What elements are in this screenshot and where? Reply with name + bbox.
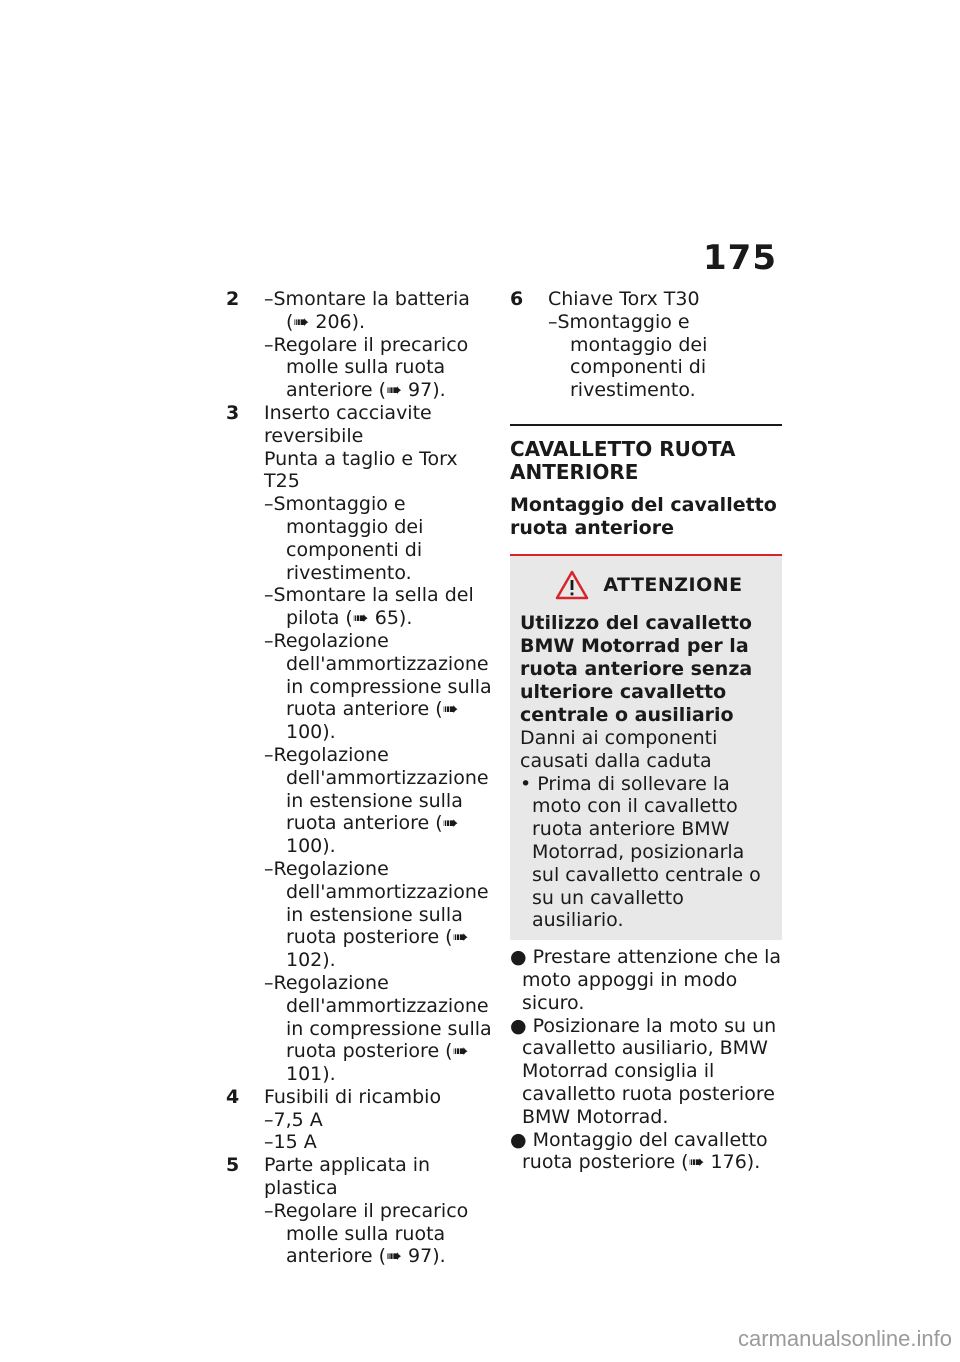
dash-line: –Smontare la batteria (➠ 206). [264, 288, 470, 333]
line-text: Regolazione dell'ammortizzazione in compressione sulla ruota anteriore (➠ 100). [273, 629, 492, 744]
plain-line: Punta a taglio e Torx T25 [264, 447, 458, 493]
warning-title: ATTENZIONE [603, 573, 743, 596]
line-text: Smontaggio e montaggio dei componenti di rivestimento. [557, 310, 708, 402]
step-item: ● Posizionare la moto su un cavalletto ausiliario, BMW Motorrad consiglia il cavalletto ruota posteriore BMW Motorrad. [510, 1014, 777, 1128]
warning-header [520, 570, 772, 600]
dash-line: –Smontaggio e montaggio dei componenti di rivestimento. [548, 310, 708, 402]
warning-consequence: Danni ai componenti causati dalla caduta [520, 726, 718, 772]
line-text: Smontare la sella del pilota (➠ 65). [273, 584, 474, 630]
list-item-6 [510, 288, 782, 402]
steps-list [510, 946, 782, 1174]
list-item-5 [226, 1154, 494, 1268]
warning-triangle-icon [555, 570, 589, 600]
left-column [226, 288, 494, 1268]
dash-line: –15 A [264, 1131, 317, 1154]
instruction-text: Prima di sollevare la moto con il cavalletto ruota anteriore BMW Motorrad, posizionarla sul cavalletto centrale o su un cavalletto ausiliario. [532, 772, 761, 932]
section-divider [510, 424, 782, 426]
right-column [510, 288, 782, 1174]
warning-cause: Utilizzo del cavalletto BMW Motorrad per la ruota anteriore senza ulteriore cavalletto centrale o ausiliario [520, 611, 753, 726]
step-text: Posizionare la moto su un cavalletto ausiliario, BMW Motorrad consiglia il cavalletto ruota posteriore BMW Motorrad. [522, 1014, 777, 1128]
line-text: Smontare la batteria (➠ 206). [273, 288, 470, 333]
item-number: 6 [510, 288, 524, 310]
plain-line: Parte applicata in plastica [264, 1154, 431, 1200]
item-number: 2 [226, 288, 240, 310]
dash-line: –Smontaggio e montaggio dei componenti di rivestimento. [264, 493, 424, 584]
line-text: Regolazione dell'ammortizzazione in estensione sulla ruota anteriore (➠ 100). [273, 743, 489, 858]
item-number: 4 [226, 1085, 240, 1108]
item-number: 3 [226, 401, 240, 424]
section-title: CAVALLETTO RUOTA ANTERIORE [510, 436, 736, 484]
list-item-4 [226, 1086, 494, 1154]
page-number: 175 [703, 238, 777, 278]
step-text: Prestare attenzione che la moto appoggi in modo sicuro. [522, 946, 782, 1014]
line-text: Regolazione dell'ammortizzazione in estensione sulla ruota posteriore (➠ 102). [273, 857, 489, 972]
plain-line: Inserto cacciavite reversibile [264, 401, 432, 447]
line-text: Regolare il precarico molle sulla ruota anteriore (➠ 97). [273, 333, 469, 402]
step-item: ● Prestare attenzione che la moto appoggi in modo sicuro. [510, 946, 782, 1014]
plain-line: Fusibili di ricambio [264, 1085, 442, 1108]
dash-line: –Regolazione dell'ammortizzazione in estensione sulla ruota posteriore (➠ 102). [264, 857, 489, 972]
line-text: 15 A [273, 1131, 317, 1154]
plain-line: Chiave Torx T30 [548, 288, 700, 310]
list-item-2 [226, 288, 494, 402]
subsection-title: Montaggio del cavalletto ruota anteriore [510, 493, 777, 539]
dash-line: –Smontare la sella del pilota (➠ 65). [264, 584, 474, 630]
dash-line: –Regolare il precarico molle sulla ruota anteriore (➠ 97). [264, 1199, 469, 1268]
line-text: Smontaggio e montaggio dei componenti di rivestimento. [273, 493, 424, 584]
dash-line: –Regolare il precarico molle sulla ruota anteriore (➠ 97). [264, 333, 469, 402]
list-item-3 [226, 402, 494, 1086]
line-text: Regolazione dell'ammortizzazione in compressione sulla ruota posteriore (➠ 101). [273, 971, 492, 1086]
item-number: 5 [226, 1154, 240, 1177]
watermark: carmanualsonline.info [737, 1326, 952, 1351]
dash-line: –Regolazione dell'ammortizzazione in estensione sulla ruota anteriore (➠ 100). [264, 743, 489, 858]
dash-line: –Regolazione dell'ammortizzazione in compressione sulla ruota posteriore (➠ 101). [264, 971, 492, 1086]
warning-instruction: • Prima di sollevare la moto con il cavalletto ruota anteriore BMW Motorrad, posizionarla sul cavalletto centrale o su un cavalletto ausiliario. [520, 772, 761, 932]
line-text: 7,5 A [273, 1108, 323, 1131]
step-item: ● Montaggio del cavalletto ruota posteriore (➠ 176). [510, 1128, 768, 1174]
warning-box [510, 554, 782, 940]
dash-line: –7,5 A [264, 1108, 323, 1131]
line-text: Regolare il precarico molle sulla ruota anteriore (➠ 97). [273, 1199, 469, 1268]
dash-line: –Regolazione dell'ammortizzazione in compressione sulla ruota anteriore (➠ 100). [264, 629, 492, 744]
step-text: Montaggio del cavalletto ruota posteriore (➠ 176). [522, 1128, 768, 1174]
